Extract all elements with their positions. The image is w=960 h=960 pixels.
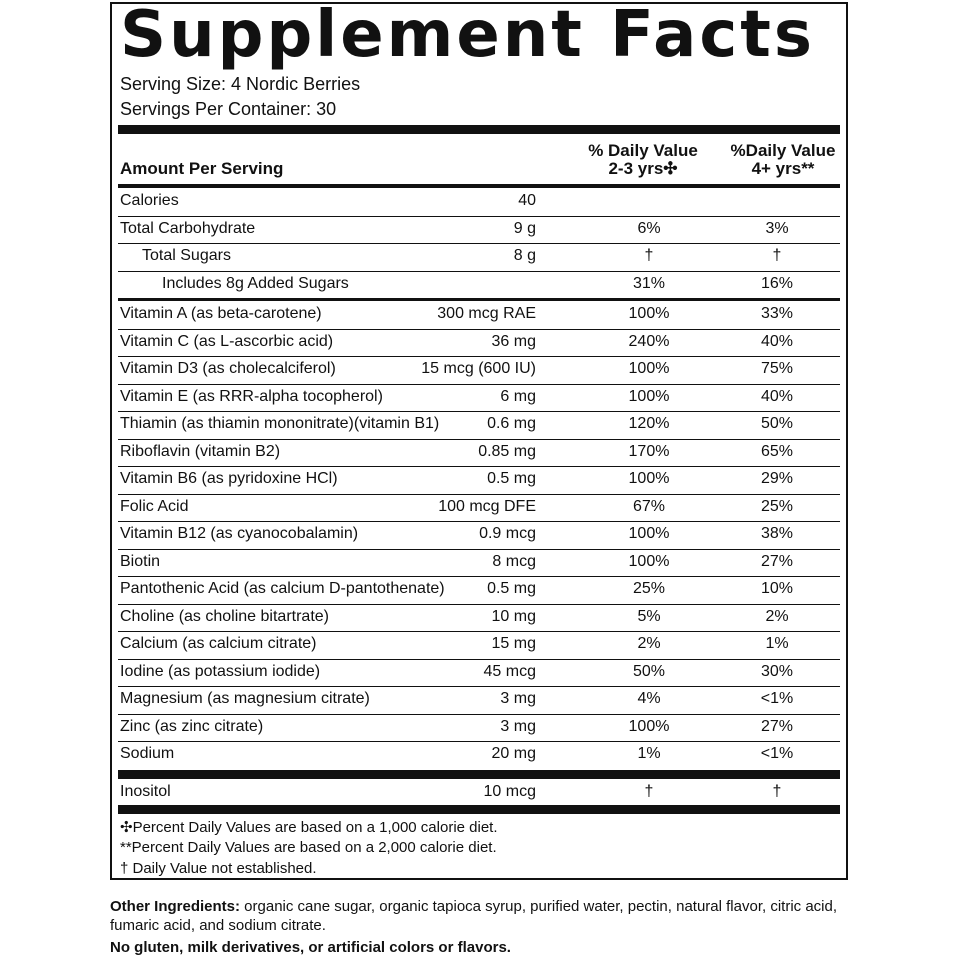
nutrient-name: Magnesium (as magnesium citrate) (120, 690, 370, 707)
daily-value-4-plus-yrs: 2% (765, 607, 789, 625)
daily-value-2-3-yrs: 100% (628, 717, 670, 735)
daily-value-2-3-yrs: 25% (632, 580, 666, 597)
nutrient-name: Folic Acid (120, 497, 189, 515)
nutrient-amount: 15 mcg (600 IU) (421, 360, 536, 377)
daily-value-4-plus-yrs: 33% (760, 305, 794, 322)
nutrient-name: Thiamin (as thiamin mononitrate)(vitamin B1) (120, 415, 440, 432)
nutrient-amount: 36 mg (491, 332, 536, 350)
daily-value-4-plus-yrs: <1% (760, 690, 794, 707)
daily-value-4-plus-yrs: 3% (765, 219, 789, 237)
nutrient-amount: 0.85 mg (478, 442, 536, 460)
nutrient-amount: 20 mg (491, 745, 536, 762)
nutrient-name: Vitamin B6 (as pyridoxine HCl) (120, 470, 338, 487)
nutrient-name: Choline (as choline bitartrate) (120, 607, 329, 625)
other-ingredients (110, 897, 850, 935)
dv-2-3-yrs-header (580, 142, 706, 178)
nutrient-name: Total Sugars (142, 247, 231, 264)
dv2-line1: %Daily Value (730, 141, 836, 160)
nutrient-amount: 0.6 mg (487, 415, 536, 432)
table-row (120, 384, 838, 411)
servings-per-container: Servings Per Container: 30 (120, 99, 337, 119)
daily-value-2-3-yrs: 100% (628, 387, 670, 405)
nutrient-name: Iodine (as potassium iodide) (120, 662, 321, 680)
footnote-2000-cal: **Percent Daily Values are based on a 2,000 calorie diet. (120, 839, 497, 856)
daily-value-4-plus-yrs: 10% (760, 580, 794, 597)
daily-value-2-3-yrs: † (644, 782, 654, 800)
nutrient-amount: 8 mcg (492, 552, 536, 570)
daily-value-2-3-yrs: 31% (632, 274, 666, 292)
nutrient-name: Vitamin C (as L-ascorbic acid) (120, 332, 334, 350)
table-row (120, 243, 838, 270)
daily-value-2-3-yrs: 170% (628, 442, 670, 460)
nutrient-name: Sodium (120, 745, 175, 762)
nutrient-name: Vitamin E (as RRR-alpha tocopherol) (120, 387, 383, 405)
dv1-line2: 2-3 yrs✣ (608, 159, 678, 178)
nutrient-name: Vitamin A (as beta-carotene) (120, 305, 322, 322)
daily-value-4-plus-yrs: 27% (760, 552, 794, 570)
nutrient-amount: 300 mcg RAE (437, 305, 536, 322)
daily-value-2-3-yrs: 50% (632, 662, 666, 680)
table-row (120, 686, 838, 713)
nutrient-amount: 3 mg (500, 690, 536, 707)
nutrient-amount: 0.5 mg (487, 470, 536, 487)
table-row (120, 301, 838, 328)
daily-value-4-plus-yrs: 65% (760, 442, 794, 460)
nutrient-amount: 40 (518, 192, 536, 209)
daily-value-4-plus-yrs: 1% (765, 635, 789, 652)
daily-value-2-3-yrs: † (644, 247, 654, 264)
dv-4-plus-yrs-header (720, 142, 846, 178)
daily-value-4-plus-yrs: 50% (760, 415, 794, 432)
nutrient-name: Biotin (120, 552, 161, 570)
daily-value-2-3-yrs: 4% (637, 690, 661, 707)
footnote-1000-cal: ✣Percent Daily Values are based on a 1,000 calorie diet. (120, 819, 498, 836)
nutrient-amount: 45 mcg (483, 662, 536, 680)
daily-value-2-3-yrs: 240% (628, 332, 670, 350)
thick-divider (118, 770, 840, 779)
nutrient-name: Pantothenic Acid (as calcium D-pantothenate) (120, 580, 445, 597)
nutrient-amount: 8 g (513, 247, 536, 264)
nutrient-name: Zinc (as zinc citrate) (120, 717, 264, 735)
serving-size: Serving Size: 4 Nordic Berries (120, 74, 361, 94)
daily-value-2-3-yrs: 100% (628, 360, 670, 377)
nutrient-name: Calories (120, 192, 179, 209)
nutrient-name: Riboflavin (vitamin B2) (120, 442, 281, 460)
table-row (120, 271, 838, 298)
nutrient-name: Calcium (as calcium citrate) (120, 635, 317, 652)
nutrient-amount: 6 mg (500, 387, 536, 405)
table-row (120, 329, 838, 356)
daily-value-4-plus-yrs: 40% (760, 332, 794, 350)
allergen-statement: No gluten, milk derivatives, or artificial colors or flavors. (110, 939, 511, 956)
nutrient-amount: 15 mg (491, 635, 536, 652)
daily-value-2-3-yrs: 100% (628, 525, 670, 542)
nutrient-amount: 0.9 mcg (479, 525, 536, 542)
daily-value-4-plus-yrs: 75% (760, 360, 794, 377)
daily-value-4-plus-yrs: † (772, 782, 782, 800)
nutrient-name: Vitamin B12 (as cyanocobalamin) (120, 525, 359, 542)
dv2-line2: 4+ yrs** (751, 159, 815, 178)
daily-value-4-plus-yrs: † (772, 247, 782, 264)
table-row (120, 779, 838, 806)
table-row (120, 494, 838, 521)
daily-value-2-3-yrs: 1% (637, 745, 661, 762)
daily-value-4-plus-yrs: 30% (760, 662, 794, 680)
other-ingredients-label: Other Ingredients: (110, 898, 241, 915)
table-row (120, 576, 838, 603)
table-row (120, 714, 838, 741)
daily-value-2-3-yrs: 100% (628, 305, 670, 322)
other-ingredients-text: organic cane sugar, organic tapioca syrup, purified water, pectin, natural flavor, citric acid, fumaric acid, and sodium citrate. (110, 898, 837, 934)
table-row (120, 659, 838, 686)
nutrient-name: Includes 8g Added Sugars (162, 274, 349, 292)
table-row (120, 411, 838, 438)
supplement-facts-panel (110, 2, 848, 880)
nutrient-amount: 10 mg (491, 607, 536, 625)
daily-value-4-plus-yrs: 40% (760, 387, 794, 405)
daily-value-4-plus-yrs: 27% (760, 717, 794, 735)
daily-value-4-plus-yrs: 29% (760, 470, 794, 487)
nutrient-name: Total Carbohydrate (120, 219, 256, 237)
nutrient-name: Inositol (120, 782, 171, 800)
daily-value-2-3-yrs: 100% (628, 552, 670, 570)
nutrient-name: Vitamin D3 (as cholecalciferol) (120, 360, 336, 377)
daily-value-4-plus-yrs: 16% (760, 274, 794, 292)
daily-value-4-plus-yrs: <1% (760, 745, 794, 762)
thick-divider (118, 805, 840, 814)
nutrient-amount: 3 mg (500, 717, 536, 735)
daily-value-4-plus-yrs: 25% (760, 497, 794, 515)
dv1-line1: % Daily Value (588, 141, 698, 160)
table-row (120, 439, 838, 466)
daily-value-2-3-yrs: 5% (637, 607, 661, 625)
nutrient-amount: 100 mcg DFE (438, 497, 536, 515)
nutrient-amount: 0.5 mg (487, 580, 536, 597)
table-row (120, 604, 838, 631)
table-row (120, 549, 838, 576)
footnote-dagger: † Daily Value not established. (120, 860, 317, 877)
table-row (120, 356, 838, 383)
table-row (120, 188, 838, 215)
table-row (120, 631, 838, 658)
table-row (120, 216, 838, 243)
table-row (120, 466, 838, 493)
daily-value-2-3-yrs: 100% (628, 470, 670, 487)
daily-value-2-3-yrs: 6% (637, 219, 661, 237)
daily-value-2-3-yrs: 120% (628, 415, 670, 432)
daily-value-2-3-yrs: 2% (637, 635, 661, 652)
panel-title: Supplement Facts (120, 0, 815, 72)
thick-divider (118, 125, 840, 134)
nutrient-amount: 10 mcg (483, 782, 536, 800)
table-row (120, 741, 838, 768)
amount-per-serving-header: Amount Per Serving (120, 159, 284, 178)
table-row (120, 521, 838, 548)
daily-value-2-3-yrs: 67% (632, 497, 666, 515)
nutrient-amount: 9 g (513, 219, 536, 237)
daily-value-4-plus-yrs: 38% (760, 525, 794, 542)
